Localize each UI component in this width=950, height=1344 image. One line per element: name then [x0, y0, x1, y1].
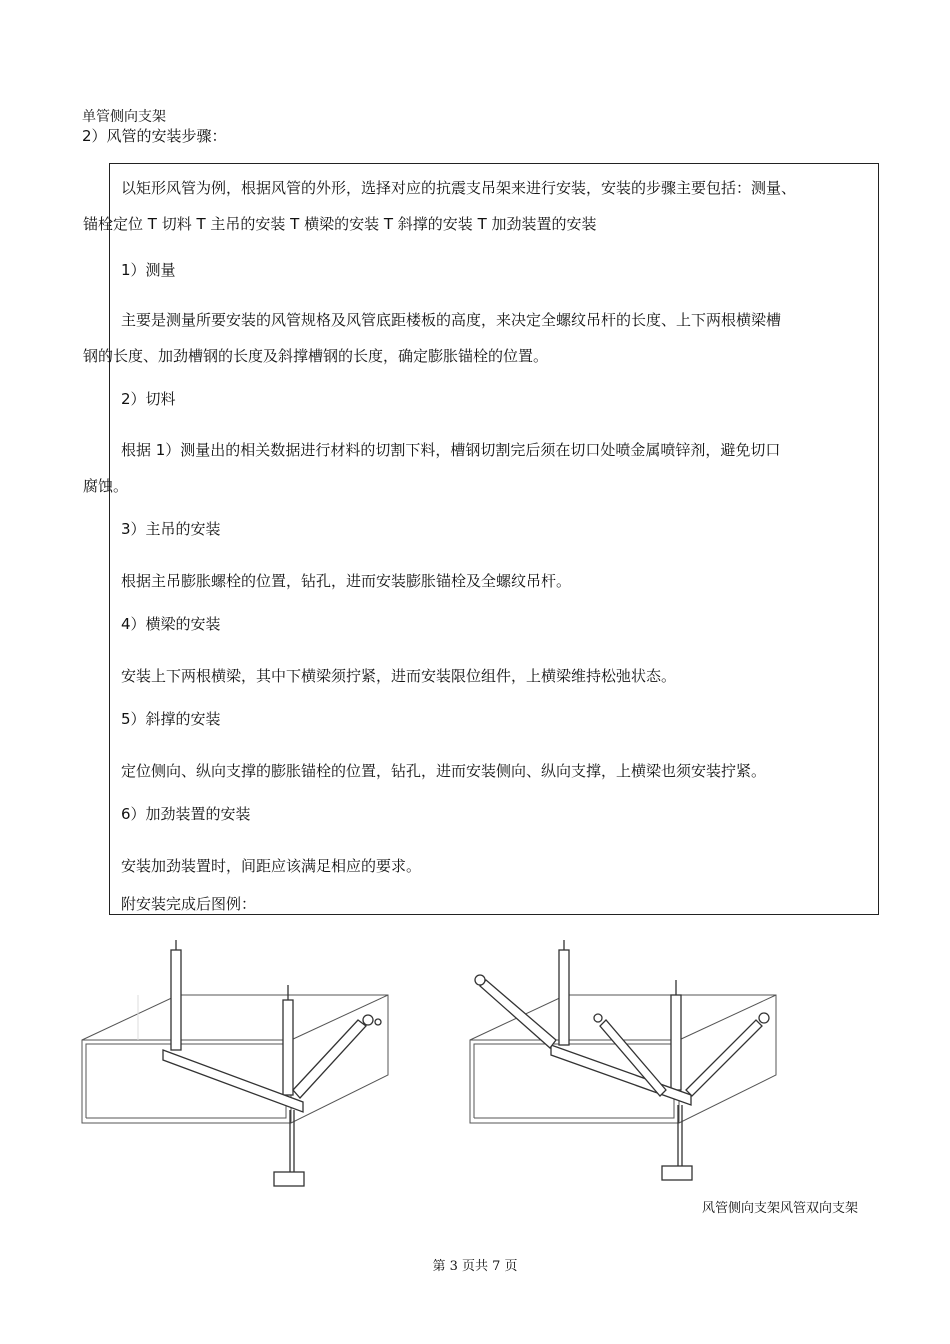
step-2-title: 2）切料	[121, 390, 176, 408]
figure-note: 附安装完成后图例：	[121, 895, 257, 913]
step-5-title: 5）斜撑的安装	[121, 710, 221, 728]
intro-line-1: 以矩形风管为例，根据风管的外形，选择对应的抗震支吊架来进行安装，安装的步骤主要包括：测量、	[121, 179, 797, 197]
figure-caption: 风管侧向支架风管双向支架	[702, 1201, 859, 1216]
section-title: 2）风管的安装步骤：	[82, 127, 227, 145]
step-2-line-2: 腐蚀。	[83, 477, 129, 495]
caption-above: 单管侧向支架	[82, 109, 166, 125]
step-3-line-1: 根据主吊膨胀螺栓的位置，钻孔，进而安装膨胀锚栓及全螺纹吊杆。	[121, 572, 572, 590]
installation-steps-box	[83, 163, 879, 915]
step-1-title: 1）测量	[121, 261, 176, 279]
step-6-title: 6）加劲装置的安装	[121, 805, 251, 823]
step-2-line-1: 根据 1）测量出的相关数据进行材料的切割下料，槽钢切割完后须在切口处喷金属喷锌剂，避免切口	[121, 441, 781, 459]
bidirectional-support-figure	[466, 940, 796, 1200]
page-footer: 第 3 页共 7 页	[432, 1259, 518, 1274]
step-3-title: 3）主吊的安装	[121, 520, 221, 538]
step-1-line-1: 主要是测量所要安装的风管规格及风管底距楼板的高度，来决定全螺纹吊杆的长度、上下两根横梁槽	[121, 311, 782, 329]
lateral-support-figure	[78, 940, 408, 1200]
step-4-title: 4）横梁的安装	[121, 615, 221, 633]
step-5-line-1: 定位侧向、纵向支撑的膨胀锚栓的位置，钻孔，进而安装侧向、纵向支撑，上横梁也须安装拧紧。	[121, 762, 767, 780]
step-1-line-2: 钢的长度、加劲槽钢的长度及斜撑槽钢的长度，确定膨胀锚栓的位置。	[83, 347, 549, 365]
step-4-line-1: 安装上下两根横梁，其中下横梁须拧紧，进而安装限位组件，上横梁维持松弛状态。	[121, 667, 677, 685]
step-6-line-1: 安装加劲装置时，间距应该满足相应的要求。	[121, 857, 422, 875]
intro-line-2: 锚栓定位 T 切料 T 主吊的安装 T 横梁的安装 T 斜撑的安装 T 加劲装置的安装	[83, 215, 597, 233]
